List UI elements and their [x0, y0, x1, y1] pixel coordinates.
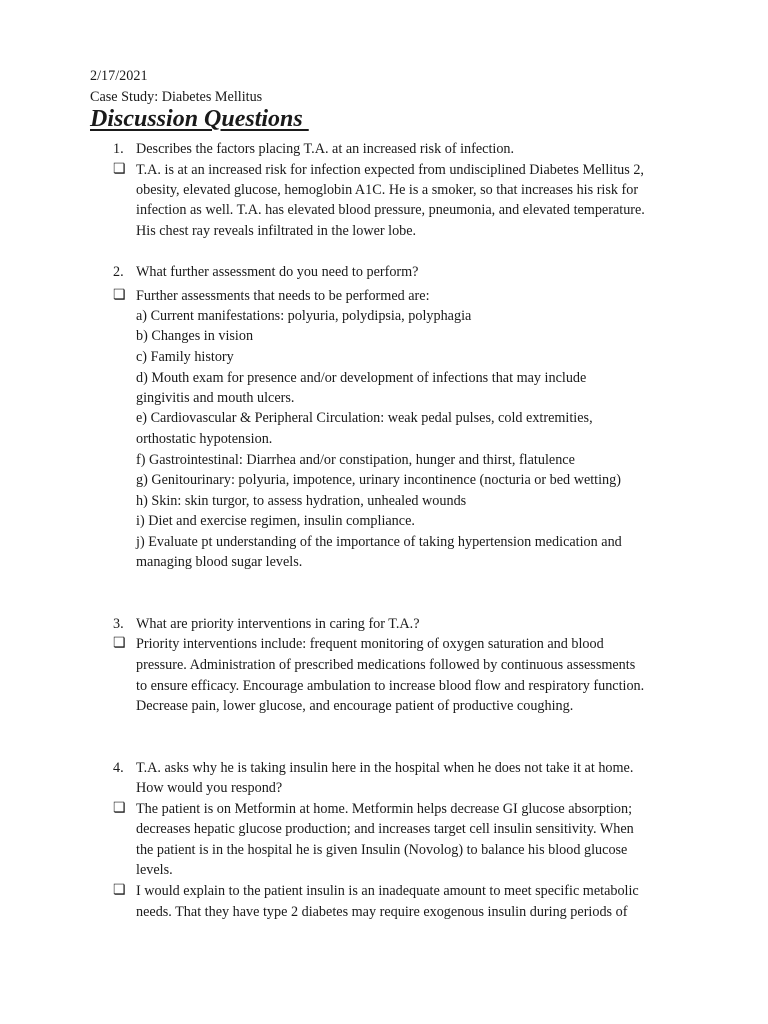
assessment-item: a) Current manifestations: polyuria, polydipsia, polyphagia — [136, 308, 472, 324]
answer-4-line: decreases hepatic glucose production; and increases target cell insulin sensitivity. When — [136, 821, 634, 837]
answer-3-line: to ensure efficacy. Encourage ambulation to increase blood flow and respiratory function. — [136, 678, 645, 694]
question-2-text: What further assessment do you need to perform? — [136, 264, 419, 280]
checkbox-bullet-icon: ❏ — [113, 288, 126, 303]
assessment-item: gingivitis and mouth ulcers. — [136, 390, 295, 406]
assessment-item: managing blood sugar levels. — [136, 554, 303, 570]
answer-3-line: Decrease pain, lower glucose, and encourage patient of productive coughing. — [136, 698, 574, 714]
assessment-item: c) Family history — [136, 349, 234, 365]
answer-2-intro: Further assessments that needs to be performed are: — [136, 288, 430, 304]
checkbox-bullet-icon: ❏ — [113, 801, 126, 816]
checkbox-bullet-icon: ❏ — [113, 883, 126, 898]
answer-4-line: The patient is on Metformin at home. Metformin helps decrease GI glucose absorption; — [136, 801, 633, 817]
assessment-item: orthostatic hypotension. — [136, 431, 273, 447]
answer-3-line: pressure. Administration of prescribed medications followed by continuous assessments — [136, 657, 636, 673]
answer-3-line: Priority interventions include: frequent monitoring of oxygen saturation and blood — [136, 636, 604, 652]
answer-4-line: the patient is in the hospital he is given Insulin (Novolog) to balance his blood glucose — [136, 842, 628, 858]
question-1-text: Describes the factors placing T.A. at an increased risk of infection. — [136, 141, 515, 157]
assessment-item: j) Evaluate pt understanding of the importance of taking hypertension medication and — [136, 534, 622, 550]
answer-4-second-line: I would explain to the patient insulin is an inadequate amount to meet specific metabolic — [136, 883, 639, 899]
answer-1-line: His chest ray reveals infiltrated in the lower lobe. — [136, 223, 417, 239]
answer-1-line: obesity, elevated glucose, hemoglobin A1C. He is a smoker, so that increases his risk for — [136, 182, 639, 198]
question-1-number: 1. — [113, 141, 124, 157]
question-2-number: 2. — [113, 264, 124, 280]
date: 2/17/2021 — [90, 68, 148, 84]
question-4-text: T.A. asks why he is taking insulin here in the hospital when he does not take it at home. — [136, 760, 634, 776]
assessment-item: h) Skin: skin turgor, to assess hydration, unhealed wounds — [136, 493, 467, 509]
question-4-text: How would you respond? — [136, 780, 283, 796]
assessment-item: g) Genitourinary: polyuria, impotence, urinary incontinence (nocturia or bed wetting) — [136, 472, 621, 488]
assessment-item: f) Gastrointestinal: Diarrhea and/or constipation, hunger and thirst, flatulence — [136, 452, 575, 468]
answer-4-second-line: needs. That they have type 2 diabetes may require exogenous insulin during periods of — [136, 904, 628, 920]
answer-4-line: levels. — [136, 862, 173, 878]
question-3-number: 3. — [113, 616, 124, 632]
assessment-item: b) Changes in vision — [136, 328, 254, 344]
assessment-item: d) Mouth exam for presence and/or development of infections that may include — [136, 370, 587, 386]
answer-1-line: infection as well. T.A. has elevated blood pressure, pneumonia, and elevated temperature. — [136, 202, 645, 218]
case-study-heading: Case Study: Diabetes Mellitus — [90, 89, 263, 105]
checkbox-bullet-icon: ❏ — [113, 162, 126, 177]
page-title: Discussion Questions — [90, 106, 309, 132]
question-4-number: 4. — [113, 760, 124, 776]
assessment-item: e) Cardiovascular & Peripheral Circulation: weak pedal pulses, cold extremities, — [136, 410, 593, 426]
assessment-item: i) Diet and exercise regimen, insulin compliance. — [136, 513, 415, 529]
answer-1-line: T.A. is at an increased risk for infection expected from undisciplined Diabetes Mellitus 2, — [136, 162, 644, 178]
checkbox-bullet-icon: ❏ — [113, 636, 126, 651]
question-3-text: What are priority interventions in caring for T.A.? — [136, 616, 420, 632]
